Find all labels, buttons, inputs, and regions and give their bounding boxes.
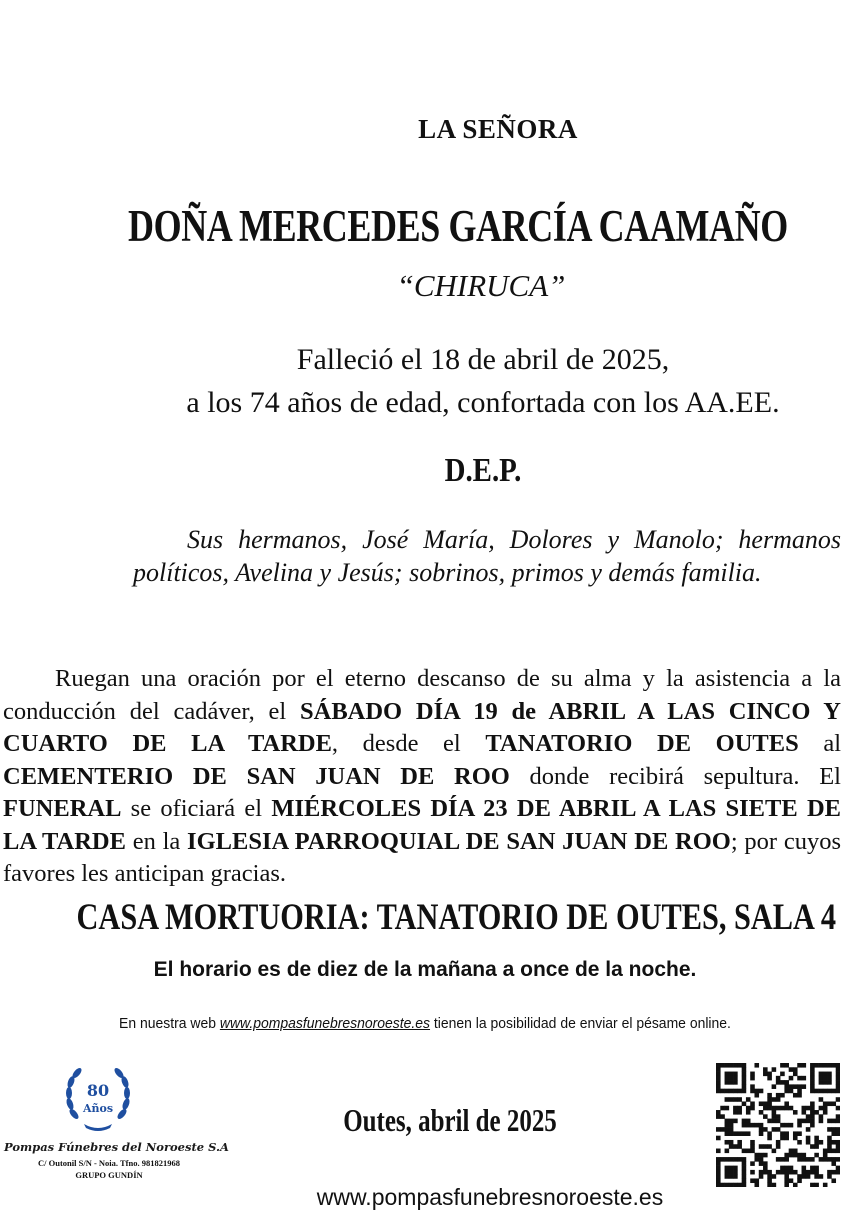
- funeral-details-paragraph: [3, 663, 841, 891]
- body-text: ; por cuyos favores les anticipan gracias.: [3, 827, 842, 887]
- footer-website[interactable]: www.pompasfunebresnoroeste.es: [316, 1184, 664, 1210]
- funeral-date: MIÉRCOLES DÍA 23 DE ABRIL A LAS SIETE DE LA TARDE: [3, 795, 841, 855]
- body-text: se oficiará el: [121, 795, 272, 822]
- place-and-date: Outes, abril de 2025: [343, 1102, 557, 1138]
- logo-number: 80: [86, 1081, 110, 1100]
- funeral-label: FUNERAL: [3, 795, 122, 822]
- body-text: al: [798, 730, 841, 757]
- death-date-line: Falleció el 18 de abril de 2025,: [296, 343, 670, 376]
- dep-heading: D.E.P.: [444, 452, 522, 489]
- body-text: , desde el: [331, 730, 486, 757]
- family-paragraph: Sus hermanos, José María, Dolores y Manolo; hermanos políticos, Avelina y Jesús; sobrinos, primos y demás familia.: [133, 525, 841, 587]
- conduction-date: SÁBADO DÍA 19 de ABRIL A LAS CINCO Y CUARTO DE LA TARDE: [3, 697, 841, 757]
- deceased-name: DOÑA MERCEDES GARCÍA CAAMAÑO: [128, 201, 788, 251]
- qr-code-icon[interactable]: [716, 1063, 840, 1187]
- cemetery-name: CEMENTERIO DE SAN JUAN DE ROO: [3, 762, 510, 790]
- logo-years-label: Años: [82, 1102, 114, 1115]
- laurel-wreath-icon: [62, 1062, 134, 1134]
- company-logo: [0, 1062, 232, 1192]
- online-condolence-note: [30, 1015, 821, 1032]
- body-text: en la: [125, 827, 188, 855]
- death-info: [0, 338, 850, 424]
- intro-title: LA SEÑORA: [418, 114, 578, 144]
- origin-place: TANATORIO DE OUTES: [485, 730, 799, 757]
- company-address: C/ Outonil S/N - Noia. Tfno. 981821968: [37, 1158, 180, 1168]
- body-text: Ruegan una oración por el eterno descanso de su alma y la asistencia a la conducción del cadáver, el: [3, 665, 841, 725]
- mortuary-heading: CASA MORTUORIA: TANATORIO DE OUTES, SALA 4: [76, 897, 837, 938]
- opening-hours: El horario es de diez de la mañana a once de la noche.: [153, 958, 697, 981]
- body-text: donde recibirá sepultura. El: [509, 762, 841, 790]
- nickname: “CHIRUCA”: [396, 268, 566, 303]
- death-age-line: a los 74 años de edad, confortada con los AA.EE.: [186, 386, 780, 419]
- website-link[interactable]: www.pompasfunebresnoroeste.es: [219, 1015, 431, 1032]
- web-note-text: tienen la posibilidad de enviar el pésame online.: [430, 1015, 731, 1032]
- company-name: Pompas Fúnebres del Noroeste S.A: [4, 1140, 229, 1154]
- web-note-text: En nuestra web: [119, 1015, 220, 1032]
- company-group: GRUPO GUNDÍN: [75, 1170, 143, 1180]
- church-name: IGLESIA PARROQUIAL DE SAN JUAN DE ROO: [187, 827, 731, 855]
